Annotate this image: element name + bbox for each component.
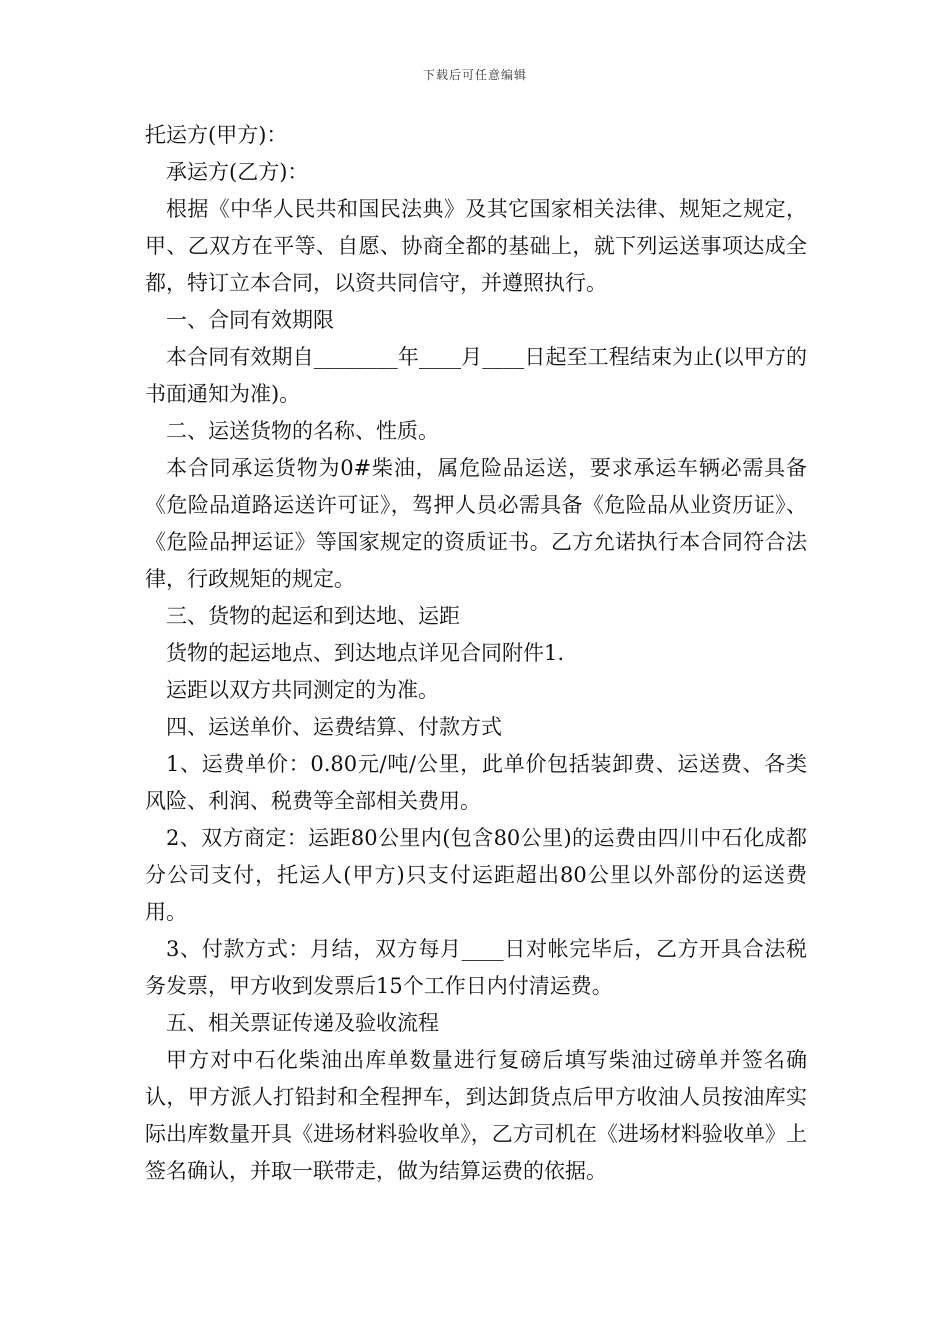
section-heading-2: 二、运送货物的名称、性质。 xyxy=(166,419,439,443)
validity-paragraph: 本合同有效期自________年____月____日起至工程结束为止(以甲方的书面通知为准)。 xyxy=(145,345,807,406)
unit-price-paragraph: 1、运费单价：0.80元/吨/公里，此单价包括装卸费、运送费、各类风险、利润、税费等全部相关费用。 xyxy=(145,752,807,813)
acceptance-paragraph: 甲方对中石化柴油出库单数量进行复磅后填写柴油过磅单并签名确认，甲方派人打铅封和全程押车，到达卸货点后甲方收油人员按油库实际出库数量开具《进场材料验收单》，乙方司机在《进场材料验收单》上签名确认，并取一联带走，做为结算运费的依据。 xyxy=(145,1048,807,1183)
payment-paragraph: 3、付款方式：月结，双方每月____日对帐完毕后，乙方开具合法税务发票，甲方收到发票后15个工作日内付清运费。 xyxy=(145,937,807,998)
carrier-line: 承运方(乙方)： xyxy=(166,160,309,184)
page-header-note: 下载后可任意编辑 xyxy=(422,68,527,82)
section-heading-3: 三、货物的起运和到达地、运距 xyxy=(166,604,460,628)
consignor-line: 托运方(甲方)： xyxy=(145,123,288,147)
document-body xyxy=(145,117,807,1190)
section-heading-1: 一、合同有效期限 xyxy=(166,308,334,332)
distance-paragraph: 运距以双方共同测定的为准。 xyxy=(166,678,439,702)
preamble-paragraph: 根据《中华人民共和国民法典》及其它国家相关法律、规矩之规定，甲、乙双方在平等、自愿、协商全都的基础上，就下列运送事项达成全都，特订立本合同，以资共同信守，并遵照执行。 xyxy=(145,197,807,295)
section-heading-5: 五、相关票证传递及验收流程 xyxy=(166,1011,439,1035)
goods-paragraph: 本合同承运货物为0#柴油，属危险品运送，要求承运车辆必需具备《危险品道路运送许可证》，驾押人员必需具备《危险品从业资历证》、《危险品押运证》等国家规定的资质证书。乙方允诺执行本合同符合法律，行政规矩的规定。 xyxy=(145,456,807,591)
locations-paragraph: 货物的起运地点、到达地点详见合同附件1. xyxy=(166,641,565,665)
section-heading-4: 四、运送单价、运费结算、付款方式 xyxy=(166,715,502,739)
agreement-paragraph: 2、双方商定：运距80公里内(包含80公里)的运费由四川中石化成都分公司支付，托运人(甲方)只支付运距超出80公里以外部份的运送费用。 xyxy=(145,826,807,924)
